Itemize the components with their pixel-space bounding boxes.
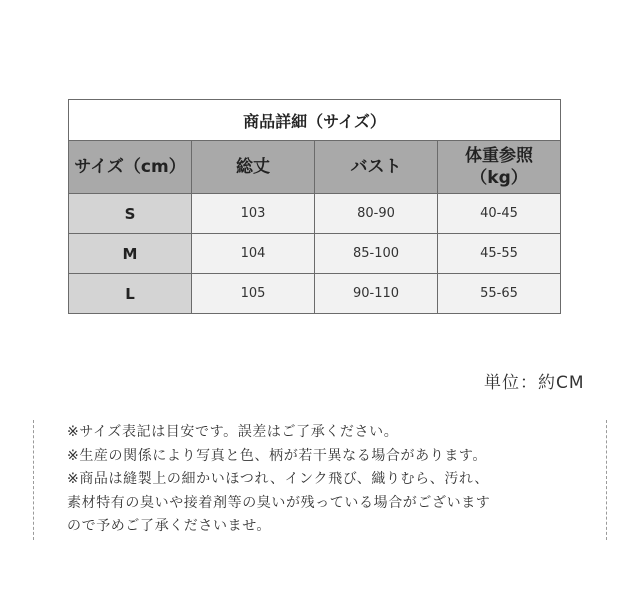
size-table	[68, 99, 561, 314]
table-row	[69, 274, 561, 314]
row-size: L	[69, 274, 192, 314]
right-dashed-divider	[606, 420, 607, 540]
row-weight: 40-45	[438, 194, 561, 234]
header-weight-line2: （kg）	[470, 168, 528, 188]
row-length: 103	[192, 194, 315, 234]
note-line: ※生産の関係により写真と色、柄が若干異なる場合があります。	[67, 447, 488, 464]
table-row	[69, 194, 561, 234]
note-line: ので予めご了承くださいませ。	[67, 518, 271, 535]
header-weight-line1: 体重参照	[465, 146, 534, 166]
table-title: 商品詳細（サイズ）	[69, 100, 561, 141]
header-size: サイズ（cm）	[69, 141, 192, 194]
header-length: 総丈	[192, 141, 315, 194]
note-line: ※サイズ表記は目安です。誤差はご了承ください。	[67, 424, 399, 440]
row-length: 104	[192, 234, 315, 274]
header-weight	[438, 141, 561, 194]
row-weight: 45-55	[438, 234, 561, 274]
row-size: S	[69, 194, 192, 234]
row-weight: 55-65	[438, 274, 561, 314]
note-line: ※商品は縫製上の細かいほつれ、インク飛び、織りむら、汚れ、	[67, 471, 489, 488]
header-bust: バスト	[315, 141, 438, 194]
row-size: M	[69, 234, 192, 274]
row-bust: 80-90	[315, 194, 438, 234]
row-bust: 85-100	[315, 234, 438, 274]
notes	[67, 421, 597, 539]
row-length: 105	[192, 274, 315, 314]
row-bust: 90-110	[315, 274, 438, 314]
left-dashed-divider	[33, 420, 34, 540]
table-row	[69, 234, 561, 274]
note-line: 素材特有の臭いや接着剤等の臭いが残っている場合がございます	[67, 494, 491, 511]
unit-label: 単位：約CM	[484, 373, 585, 393]
